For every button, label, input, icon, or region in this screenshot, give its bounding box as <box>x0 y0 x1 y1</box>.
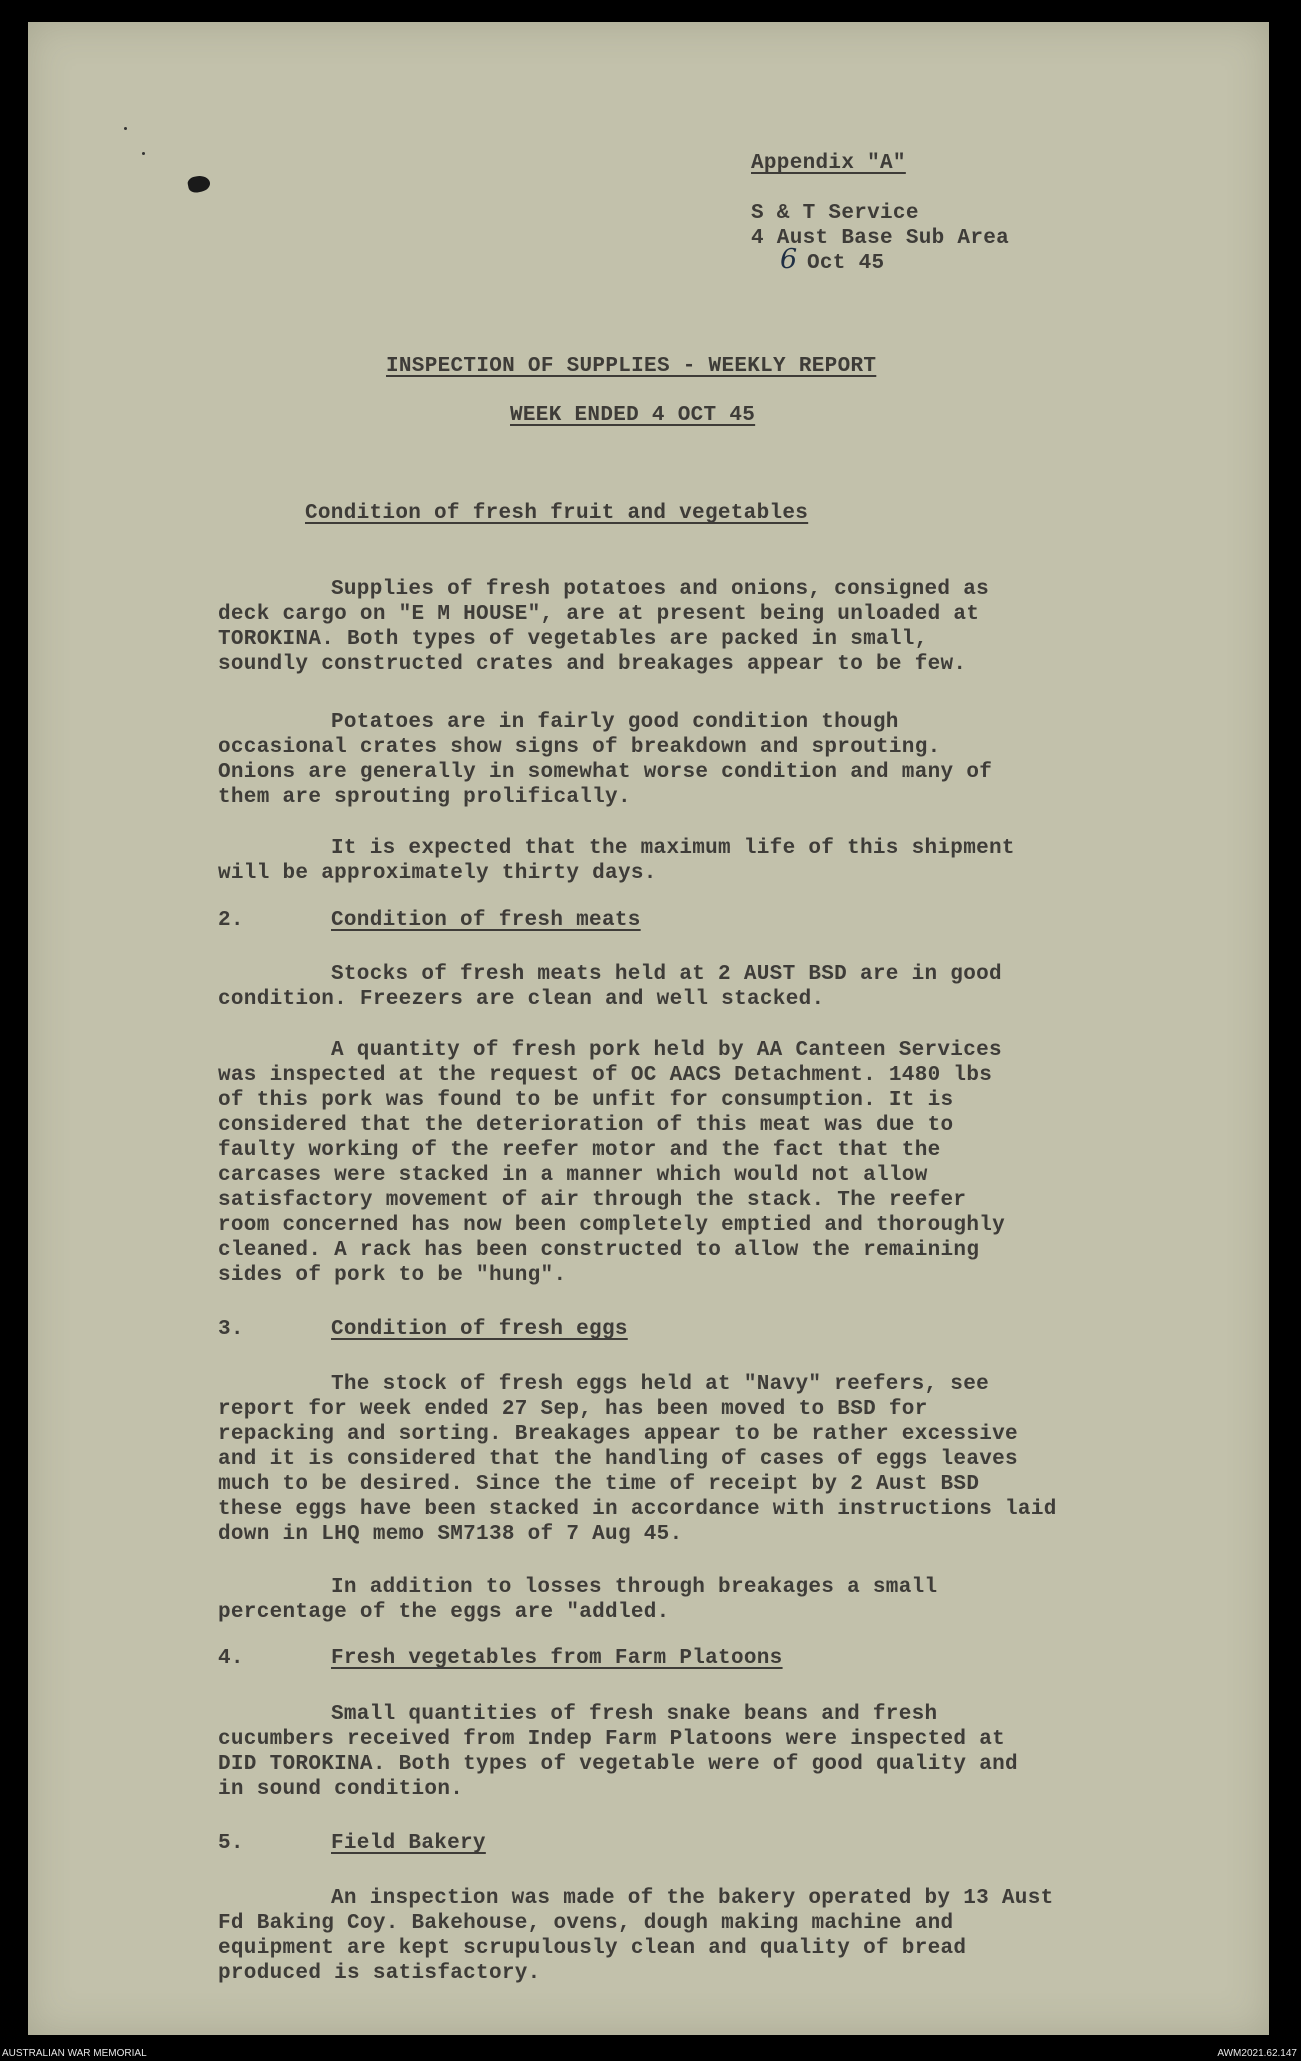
document-page <box>28 22 1269 2035</box>
text-line: and it is considered that the handling of cases of eggs leaves <box>218 1448 1018 1471</box>
section-2-heading: Condition of fresh meats <box>331 909 641 932</box>
text-line: carcases were stacked in a manner which would not allow <box>218 1164 928 1187</box>
text-line: faulty working of the reefer motor and the fact that the <box>218 1139 941 1162</box>
date-typed: Oct 45 <box>807 252 885 275</box>
text-line: percentage of the eggs are "addled. <box>218 1601 670 1624</box>
text-line: The stock of fresh eggs held at "Navy" reefers, see <box>331 1373 990 1396</box>
text-line: deck cargo on "E M HOUSE", are at present being unloaded at <box>218 603 980 626</box>
text-line: much to be desired. Since the time of receipt by 2 Aust BSD <box>218 1473 980 1496</box>
date-handwritten-day: 6 <box>780 244 798 275</box>
ink-speck <box>124 127 127 130</box>
unit-line-1: S & T Service <box>751 202 919 225</box>
section-5-heading: Field Bakery <box>331 1832 486 1855</box>
text-line: of this pork was found to be unfit for consumption. It is <box>218 1089 954 1112</box>
text-line: Fd Baking Coy. Bakehouse, ovens, dough making machine and <box>218 1912 954 1935</box>
text-line: Onions are generally in somewhat worse condition and many of <box>218 761 993 784</box>
text-line: DID TOROKINA. Both types of vegetable were of good quality and <box>218 1753 1018 1776</box>
section-4-number: 4. <box>218 1647 244 1670</box>
footer-credit: AUSTRALIAN WAR MEMORIAL <box>2 2048 147 2059</box>
text-line: will be approximately thirty days. <box>218 862 657 885</box>
text-line: repacking and sorting. Breakages appear to be rather excessive <box>218 1423 1018 1446</box>
section-5-paragraph-1 <box>218 1886 1198 1986</box>
text-line: cucumbers received from Indep Farm Platoons were inspected at <box>218 1728 1006 1751</box>
text-line: considered that the deterioration of this meat was due to <box>218 1114 954 1137</box>
text-line: Small quantities of fresh snake beans and fresh <box>331 1703 938 1726</box>
text-line: Potatoes are in fairly good condition though <box>331 711 899 734</box>
section-4-paragraph-1 <box>218 1702 1198 1802</box>
text-line: In addition to losses through breakages a small <box>331 1576 938 1599</box>
section-2-number: 2. <box>218 909 244 932</box>
section-3-heading: Condition of fresh eggs <box>331 1318 628 1341</box>
text-line: satisfactory movement of air through the stack. The reefer <box>218 1189 967 1212</box>
text-line: It is expected that the maximum life of this shipment <box>331 837 1015 860</box>
text-line: was inspected at the request of OC AACS Detachment. 1480 lbs <box>218 1064 993 1087</box>
text-line: equipment are kept scrupulously clean and quality of bread <box>218 1937 967 1960</box>
section-1-heading: Condition of fresh fruit and vegetables <box>305 502 809 525</box>
section-2-paragraph-1 <box>218 962 1198 1012</box>
appendix-label: Appendix "A" <box>751 152 906 175</box>
section-1-paragraph-1 <box>218 577 1198 677</box>
text-line: TOROKINA. Both types of vegetables are packed in small, <box>218 628 928 651</box>
text-line: report for week ended 27 Sep, has been moved to BSD for <box>218 1398 928 1421</box>
report-title: INSPECTION OF SUPPLIES - WEEKLY REPORT <box>386 355 877 378</box>
text-line: down in LHQ memo SM7138 of 7 Aug 45. <box>218 1523 683 1546</box>
section-3-number: 3. <box>218 1318 244 1341</box>
text-line: soundly constructed crates and breakages appear to be few. <box>218 653 967 676</box>
text-line: Stocks of fresh meats held at 2 AUST BSD are in good <box>331 963 1002 986</box>
unit-line-2: 4 Aust Base Sub Area <box>751 227 1010 250</box>
ink-blot <box>187 174 212 194</box>
ink-speck <box>142 152 145 155</box>
text-line: An inspection was made of the bakery operated by 13 Aust <box>331 1887 1054 1910</box>
text-line: sides of pork to be "hung". <box>218 1264 567 1287</box>
text-line: A quantity of fresh pork held by AA Canteen Services <box>331 1039 1002 1062</box>
text-line: these eggs have been stacked in accordance with instructions laid <box>218 1498 1057 1521</box>
text-line: produced is satisfactory. <box>218 1962 541 1985</box>
text-line: room concerned has now been completely emptied and thoroughly <box>218 1214 1006 1237</box>
section-4-heading: Fresh vegetables from Farm Platoons <box>331 1647 783 1670</box>
footer-catalogue-number: AWM2021.62.147 <box>1217 2048 1297 2059</box>
text-line: in sound condition. <box>218 1778 464 1801</box>
section-1-paragraph-2 <box>218 710 1198 810</box>
text-line: occasional crates show signs of breakdown and sprouting. <box>218 736 941 759</box>
section-1-paragraph-3 <box>218 836 1198 886</box>
section-5-number: 5. <box>218 1832 244 1855</box>
section-3-paragraph-2 <box>218 1575 1198 1625</box>
text-line: cleaned. A rack has been constructed to allow the remaining <box>218 1239 980 1262</box>
text-line: them are sprouting prolifically. <box>218 786 631 809</box>
section-2-paragraph-2 <box>218 1038 1198 1288</box>
text-line: condition. Freezers are clean and well stacked. <box>218 988 825 1011</box>
text-line: Supplies of fresh potatoes and onions, consigned as <box>331 578 990 601</box>
report-subtitle: WEEK ENDED 4 OCT 45 <box>510 404 756 427</box>
section-3-paragraph-1 <box>218 1372 1198 1547</box>
